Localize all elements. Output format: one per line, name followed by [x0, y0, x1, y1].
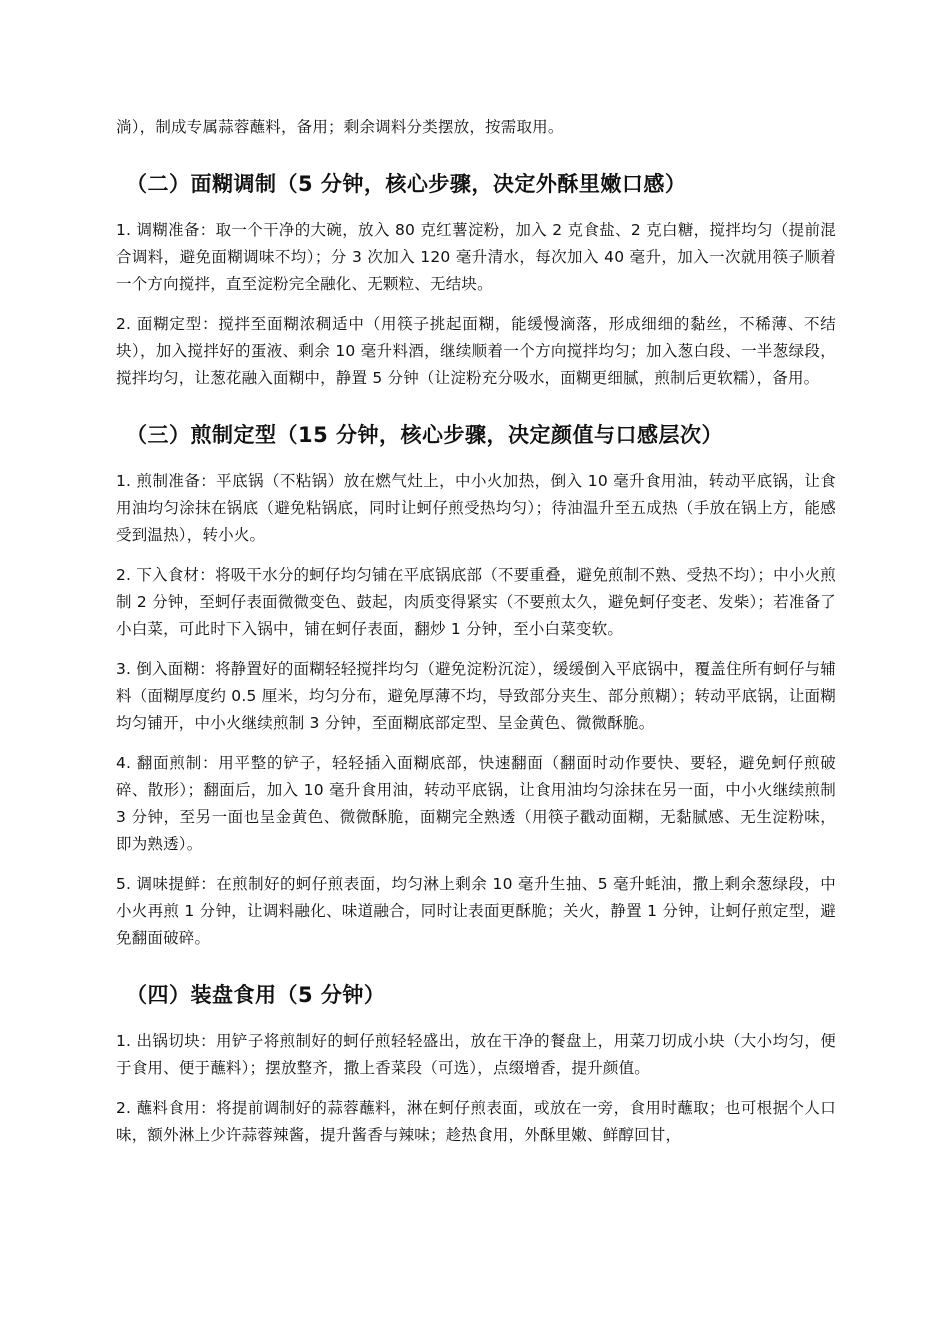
step-paragraph: 4. 翻面煎制：用平整的铲子，轻轻插入面糊底部，快速翻面（翻面时动作要快、要轻，避免蚵仔煎破碎、散形）；翻面后，加入 10 毫升食用油，转动平底锅，让食用油均匀涂抹在另一面，中小火继续煎制 3 分钟，至另一面也呈金黄色、微微酥脆，面糊完全熟透（用筷子戳动面糊，无黏腻感、无生淀粉味，即为熟透）。 — [116, 754, 836, 853]
section-heading-batter: （二）面糊调制（5 分钟，核心步骤，决定外酥里嫩口感） — [126, 172, 687, 196]
section-heading-frying: （三）煎制定型（15 分钟，核心步骤，决定颜值与口感层次） — [126, 423, 724, 447]
intro-line: 淌），制成专属蒜蓉蘸料，备用；剩余调料分类摆放，按需取用。 — [116, 118, 564, 136]
step-paragraph: 1. 煎制准备：平底锅（不粘锅）放在燃气灶上，中小火加热，倒入 10 毫升食用油，转动平底锅，让食用油均匀涂抹在锅底（避免粘锅底，同时让蚵仔煎受热均匀）；待油温升至五成热（手放在锅上方，能感受到温热），转小火。 — [116, 472, 836, 544]
section-heading-serving: （四）装盘食用（5 分钟） — [126, 983, 386, 1007]
step-paragraph: 1. 出锅切块：用铲子将煎制好的蚵仔煎轻轻盛出，放在干净的餐盘上，用菜刀切成小块（大小均匀，便于食用、便于蘸料）；摆放整齐，撒上香菜段（可选），点缀增香，提升颜值。 — [116, 1032, 836, 1077]
step-paragraph: 2. 面糊定型：搅拌至面糊浓稠适中（用筷子挑起面糊，能缓慢滴落，形成细细的黏丝，不稀薄、不结块），加入搅拌好的蛋液、剩余 10 毫升料酒，继续顺着一个方向搅拌均匀；加入葱白段、一半葱绿段，搅拌均匀，让葱花融入面糊中，静置 5 分钟（让淀粉充分吸水，面糊更细腻，煎制后更软糯），备用。 — [116, 315, 836, 387]
step-paragraph: 2. 蘸料食用：将提前调制好的蒜蓉蘸料，淋在蚵仔煎表面，或放在一旁，食用时蘸取；也可根据个人口味，额外淋上少许蒜蓉辣酱，提升酱香与辣味；趁热食用，外酥里嫩、鲜醇回甘， — [116, 1099, 836, 1144]
document-body — [116, 114, 836, 1162]
step-paragraph: 5. 调味提鲜：在煎制好的蚵仔煎表面，均匀淋上剩余 10 毫升生抽、5 毫升蚝油，撒上剩余葱绿段，中小火再煎 1 分钟，让调料融化、味道融合，同时让表面更酥脆；关火，静置 1 分钟，让蚵仔煎定型，避免翻面破碎。 — [116, 875, 836, 947]
step-paragraph: 3. 倒入面糊：将静置好的面糊轻轻搅拌均匀（避免淀粉沉淀），缓缓倒入平底锅中，覆盖住所有蚵仔与辅料（面糊厚度约 0.5 厘米，均匀分布，避免厚薄不均，导致部分夹生、部分煎糊）；转动平底锅，让面糊均匀铺开，中小火继续煎制 3 分钟，至面糊底部定型、呈金黄色、微微酥脆。 — [116, 660, 836, 732]
step-paragraph: 2. 下入食材：将吸干水分的蚵仔均匀铺在平底锅底部（不要重叠，避免煎制不熟、受热不均）；中小火煎制 2 分钟，至蚵仔表面微微变色、鼓起，肉质变得紧实（不要煎太久，避免蚵仔变老、发柴）；若准备了小白菜，可此时下入锅中，铺在蚵仔表面，翻炒 1 分钟，至小白菜变软。 — [116, 566, 836, 638]
step-paragraph: 1. 调糊准备：取一个干净的大碗，放入 80 克红薯淀粉，加入 2 克食盐、2 克白糖，搅拌均匀（提前混合调料，避免面糊调味不均）；分 3 次加入 120 毫升清水，每次加入 40 毫升，加入一次就用筷子顺着一个方向搅拌，直至淀粉完全融化、无颗粒、无结块。 — [116, 221, 836, 293]
